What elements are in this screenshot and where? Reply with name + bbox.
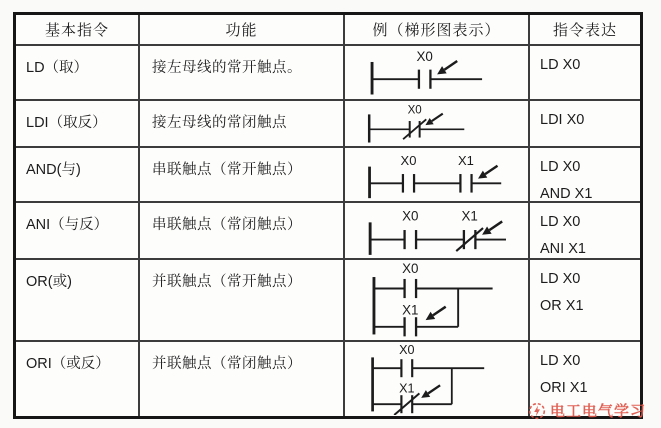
svg-text:X0: X0 <box>407 104 422 117</box>
expression-cell <box>530 101 640 148</box>
expression-line: ORI X1 <box>540 380 588 396</box>
ladder-diagram <box>351 102 528 145</box>
svg-text:X1: X1 <box>458 152 474 168</box>
function-cell: 串联触点（常开触点） <box>140 148 345 203</box>
expression-cell <box>530 260 640 342</box>
function-cell: 并联触点（常闭触点） <box>140 342 345 416</box>
instruction-cell: LD（取） <box>16 46 140 101</box>
svg-text:X0: X0 <box>416 49 433 65</box>
ladder-diagram <box>351 343 528 415</box>
ladder-cell <box>345 46 530 101</box>
expression-line: LD X0 <box>540 57 581 73</box>
lightning-logo-icon <box>528 402 546 420</box>
expression-line: LD X0 <box>540 271 581 287</box>
ladder-cell <box>345 148 530 203</box>
svg-text:X1: X1 <box>399 381 415 396</box>
svg-text:X0: X0 <box>400 152 417 168</box>
expression-cell <box>530 46 640 101</box>
header-basic-instruction: 基本指令 <box>16 15 140 46</box>
ladder-cell <box>345 342 530 416</box>
instruction-cell: ANI（与反） <box>16 203 140 260</box>
ladder-diagram <box>351 261 528 339</box>
expression-line: ANI X1 <box>540 241 586 257</box>
header-ladder-example: 例（梯形图表示） <box>345 15 530 46</box>
watermark-text: 电工电气学习 <box>549 403 646 420</box>
instruction-cell: LDI（取反） <box>16 101 140 148</box>
ladder-diagram <box>351 204 528 257</box>
function-cell: 串联触点（常闭触点） <box>140 203 345 260</box>
expression-line: LD X0 <box>540 214 581 230</box>
svg-text:X0: X0 <box>402 208 419 224</box>
svg-text:X0: X0 <box>399 343 415 357</box>
ladder-diagram <box>351 47 528 98</box>
svg-text:X1: X1 <box>461 208 478 224</box>
expression-line: LD X0 <box>540 353 581 369</box>
ladder-diagram <box>351 149 528 200</box>
ladder-cell <box>345 101 530 148</box>
ladder-cell <box>345 203 530 260</box>
expression-line: LD X0 <box>540 159 581 175</box>
svg-text:X1: X1 <box>402 302 419 318</box>
svg-text:X0: X0 <box>402 261 419 277</box>
expression-line: OR X1 <box>540 298 584 314</box>
header-function: 功能 <box>140 15 345 46</box>
function-cell: 接左母线的常闭触点 <box>140 101 345 148</box>
instruction-table <box>13 12 643 419</box>
expression-cell <box>530 203 640 260</box>
instruction-cell: ORI（或反） <box>16 342 140 416</box>
function-cell: 并联触点（常开触点） <box>140 260 345 342</box>
expression-line: AND X1 <box>540 186 593 202</box>
expression-cell <box>530 148 640 203</box>
ladder-cell <box>345 260 530 342</box>
watermark <box>528 400 646 421</box>
function-cell: 接左母线的常开触点。 <box>140 46 345 101</box>
instruction-cell: OR(或) <box>16 260 140 342</box>
header-expression: 指令表达 <box>530 15 640 46</box>
instruction-cell: AND(与) <box>16 148 140 203</box>
expression-line: LDI X0 <box>540 112 585 128</box>
